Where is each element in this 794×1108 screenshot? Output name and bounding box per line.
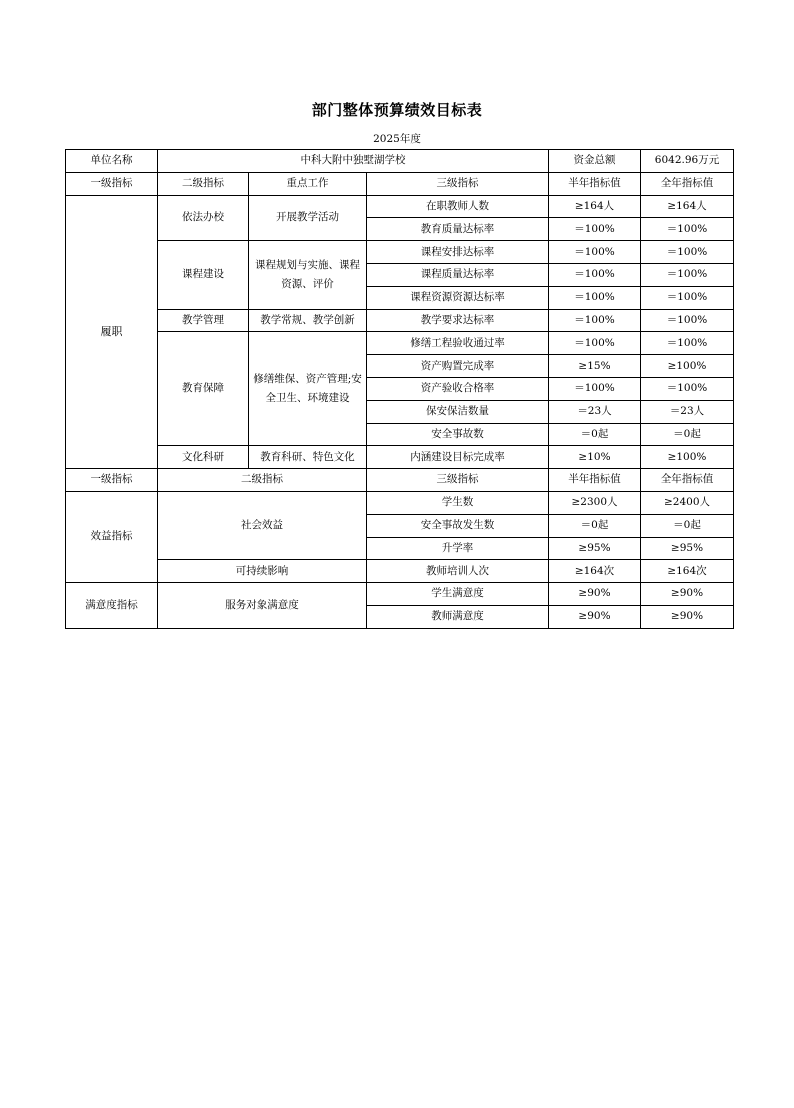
table-row bbox=[66, 241, 734, 264]
key-work-cell: 教学常规、教学创新 bbox=[249, 309, 367, 332]
half-year-value: ＝100% bbox=[549, 263, 641, 286]
header-level3: 三级指标 bbox=[367, 172, 549, 195]
level2-cell: 依法办校 bbox=[158, 195, 249, 241]
full-year-value: ＝100% bbox=[641, 332, 734, 355]
level2-cell: 社会效益 bbox=[158, 491, 367, 559]
table-row bbox=[66, 195, 734, 218]
indicator-cell: 课程质量达标率 bbox=[367, 263, 549, 286]
level2-cell: 教学管理 bbox=[158, 309, 249, 332]
half-year-value: ＝100% bbox=[549, 241, 641, 264]
full-year-value: ＝100% bbox=[641, 309, 734, 332]
half-year-value: ＝100% bbox=[549, 377, 641, 400]
indicator-cell: 安全事故数 bbox=[367, 423, 549, 446]
full-year-value: ＝100% bbox=[641, 218, 734, 241]
full-year-value: ≥164次 bbox=[641, 560, 734, 583]
indicator-cell: 课程安排达标率 bbox=[367, 241, 549, 264]
header-level2: 二级指标 bbox=[158, 469, 367, 492]
document-title: 部门整体预算绩效目标表 bbox=[311, 101, 483, 119]
table-row bbox=[66, 332, 734, 355]
indicator-cell: 学生数 bbox=[367, 491, 549, 514]
level1-benefit: 效益指标 bbox=[66, 491, 158, 582]
table-row bbox=[66, 309, 734, 332]
table-row bbox=[66, 560, 734, 583]
indicator-cell: 教师满意度 bbox=[367, 605, 549, 628]
indicator-cell: 安全事故发生数 bbox=[367, 514, 549, 537]
key-work-cell: 课程规划与实施、课程资源、评价 bbox=[249, 241, 367, 309]
full-year-value: ≥100% bbox=[641, 355, 734, 378]
half-year-value: ≥164人 bbox=[549, 195, 641, 218]
full-year-value: ≥2400人 bbox=[641, 491, 734, 514]
half-year-value: ≥2300人 bbox=[549, 491, 641, 514]
indicator-cell: 教学要求达标率 bbox=[367, 309, 549, 332]
indicator-cell: 教育质量达标率 bbox=[367, 218, 549, 241]
unit-name-value: 中科大附中独墅湖学校 bbox=[158, 150, 549, 173]
half-year-value: ＝23人 bbox=[549, 400, 641, 423]
table-row bbox=[66, 446, 734, 469]
half-year-value: ≥10% bbox=[549, 446, 641, 469]
header-row-secondary bbox=[66, 469, 734, 492]
full-year-value: ＝100% bbox=[641, 377, 734, 400]
half-year-value: ≥90% bbox=[549, 605, 641, 628]
header-level1: 一级指标 bbox=[66, 469, 158, 492]
header-row bbox=[66, 172, 734, 195]
full-year-value: ≥164人 bbox=[641, 195, 734, 218]
header-key-work: 重点工作 bbox=[249, 172, 367, 195]
half-year-value: ＝100% bbox=[549, 309, 641, 332]
level1-satisfaction: 满意度指标 bbox=[66, 583, 158, 629]
level2-cell: 文化科研 bbox=[158, 446, 249, 469]
key-work-cell: 教育科研、特色文化 bbox=[249, 446, 367, 469]
level2-cell: 服务对象满意度 bbox=[158, 583, 367, 629]
header-level2: 二级指标 bbox=[158, 172, 249, 195]
header-full-year: 全年指标值 bbox=[641, 469, 734, 492]
indicator-cell: 在职教师人数 bbox=[367, 195, 549, 218]
full-year-value: ＝23人 bbox=[641, 400, 734, 423]
full-year-value: ＝0起 bbox=[641, 423, 734, 446]
fund-total-label: 资金总额 bbox=[549, 150, 641, 173]
half-year-value: ＝100% bbox=[549, 332, 641, 355]
info-row bbox=[66, 150, 734, 173]
half-year-value: ＝0起 bbox=[549, 514, 641, 537]
table-row bbox=[66, 583, 734, 606]
full-year-value: ＝100% bbox=[641, 241, 734, 264]
full-year-value: ＝100% bbox=[641, 286, 734, 309]
half-year-value: ≥90% bbox=[549, 583, 641, 606]
indicator-cell: 课程资源资源达标率 bbox=[367, 286, 549, 309]
budget-year: 2025年度 bbox=[373, 133, 421, 145]
half-year-value: ≥15% bbox=[549, 355, 641, 378]
indicator-cell: 资产验收合格率 bbox=[367, 377, 549, 400]
level2-cell: 可持续影响 bbox=[158, 560, 367, 583]
full-year-value: ≥95% bbox=[641, 537, 734, 560]
indicator-cell: 资产购置完成率 bbox=[367, 355, 549, 378]
header-level3: 三级指标 bbox=[367, 469, 549, 492]
key-work-cell: 修缮维保、资产管理;安全卫生、环境建设 bbox=[249, 332, 367, 446]
indicator-cell: 内涵建设目标完成率 bbox=[367, 446, 549, 469]
half-year-value: ＝100% bbox=[549, 218, 641, 241]
full-year-value: ≥100% bbox=[641, 446, 734, 469]
indicator-cell: 教师培训人次 bbox=[367, 560, 549, 583]
full-year-value: ≥90% bbox=[641, 583, 734, 606]
key-work-cell: 开展教学活动 bbox=[249, 195, 367, 241]
full-year-value: ＝100% bbox=[641, 263, 734, 286]
half-year-value: ≥164次 bbox=[549, 560, 641, 583]
header-level1: 一级指标 bbox=[66, 172, 158, 195]
full-year-value: ＝0起 bbox=[641, 514, 734, 537]
performance-target-table bbox=[65, 149, 734, 629]
header-half-year: 半年指标值 bbox=[549, 172, 641, 195]
indicator-cell: 学生满意度 bbox=[367, 583, 549, 606]
level2-cell: 课程建设 bbox=[158, 241, 249, 309]
header-half-year: 半年指标值 bbox=[549, 469, 641, 492]
indicator-cell: 保安保洁数量 bbox=[367, 400, 549, 423]
fund-total-value: 6042.96万元 bbox=[641, 150, 734, 173]
unit-name-label: 单位名称 bbox=[66, 150, 158, 173]
indicator-cell: 修缮工程验收通过率 bbox=[367, 332, 549, 355]
level2-cell: 教育保障 bbox=[158, 332, 249, 446]
indicator-cell: 升学率 bbox=[367, 537, 549, 560]
half-year-value: ＝0起 bbox=[549, 423, 641, 446]
table-row bbox=[66, 491, 734, 514]
header-full-year: 全年指标值 bbox=[641, 172, 734, 195]
full-year-value: ≥90% bbox=[641, 605, 734, 628]
level1-duty: 履职 bbox=[66, 195, 158, 469]
half-year-value: ≥95% bbox=[549, 537, 641, 560]
half-year-value: ＝100% bbox=[549, 286, 641, 309]
